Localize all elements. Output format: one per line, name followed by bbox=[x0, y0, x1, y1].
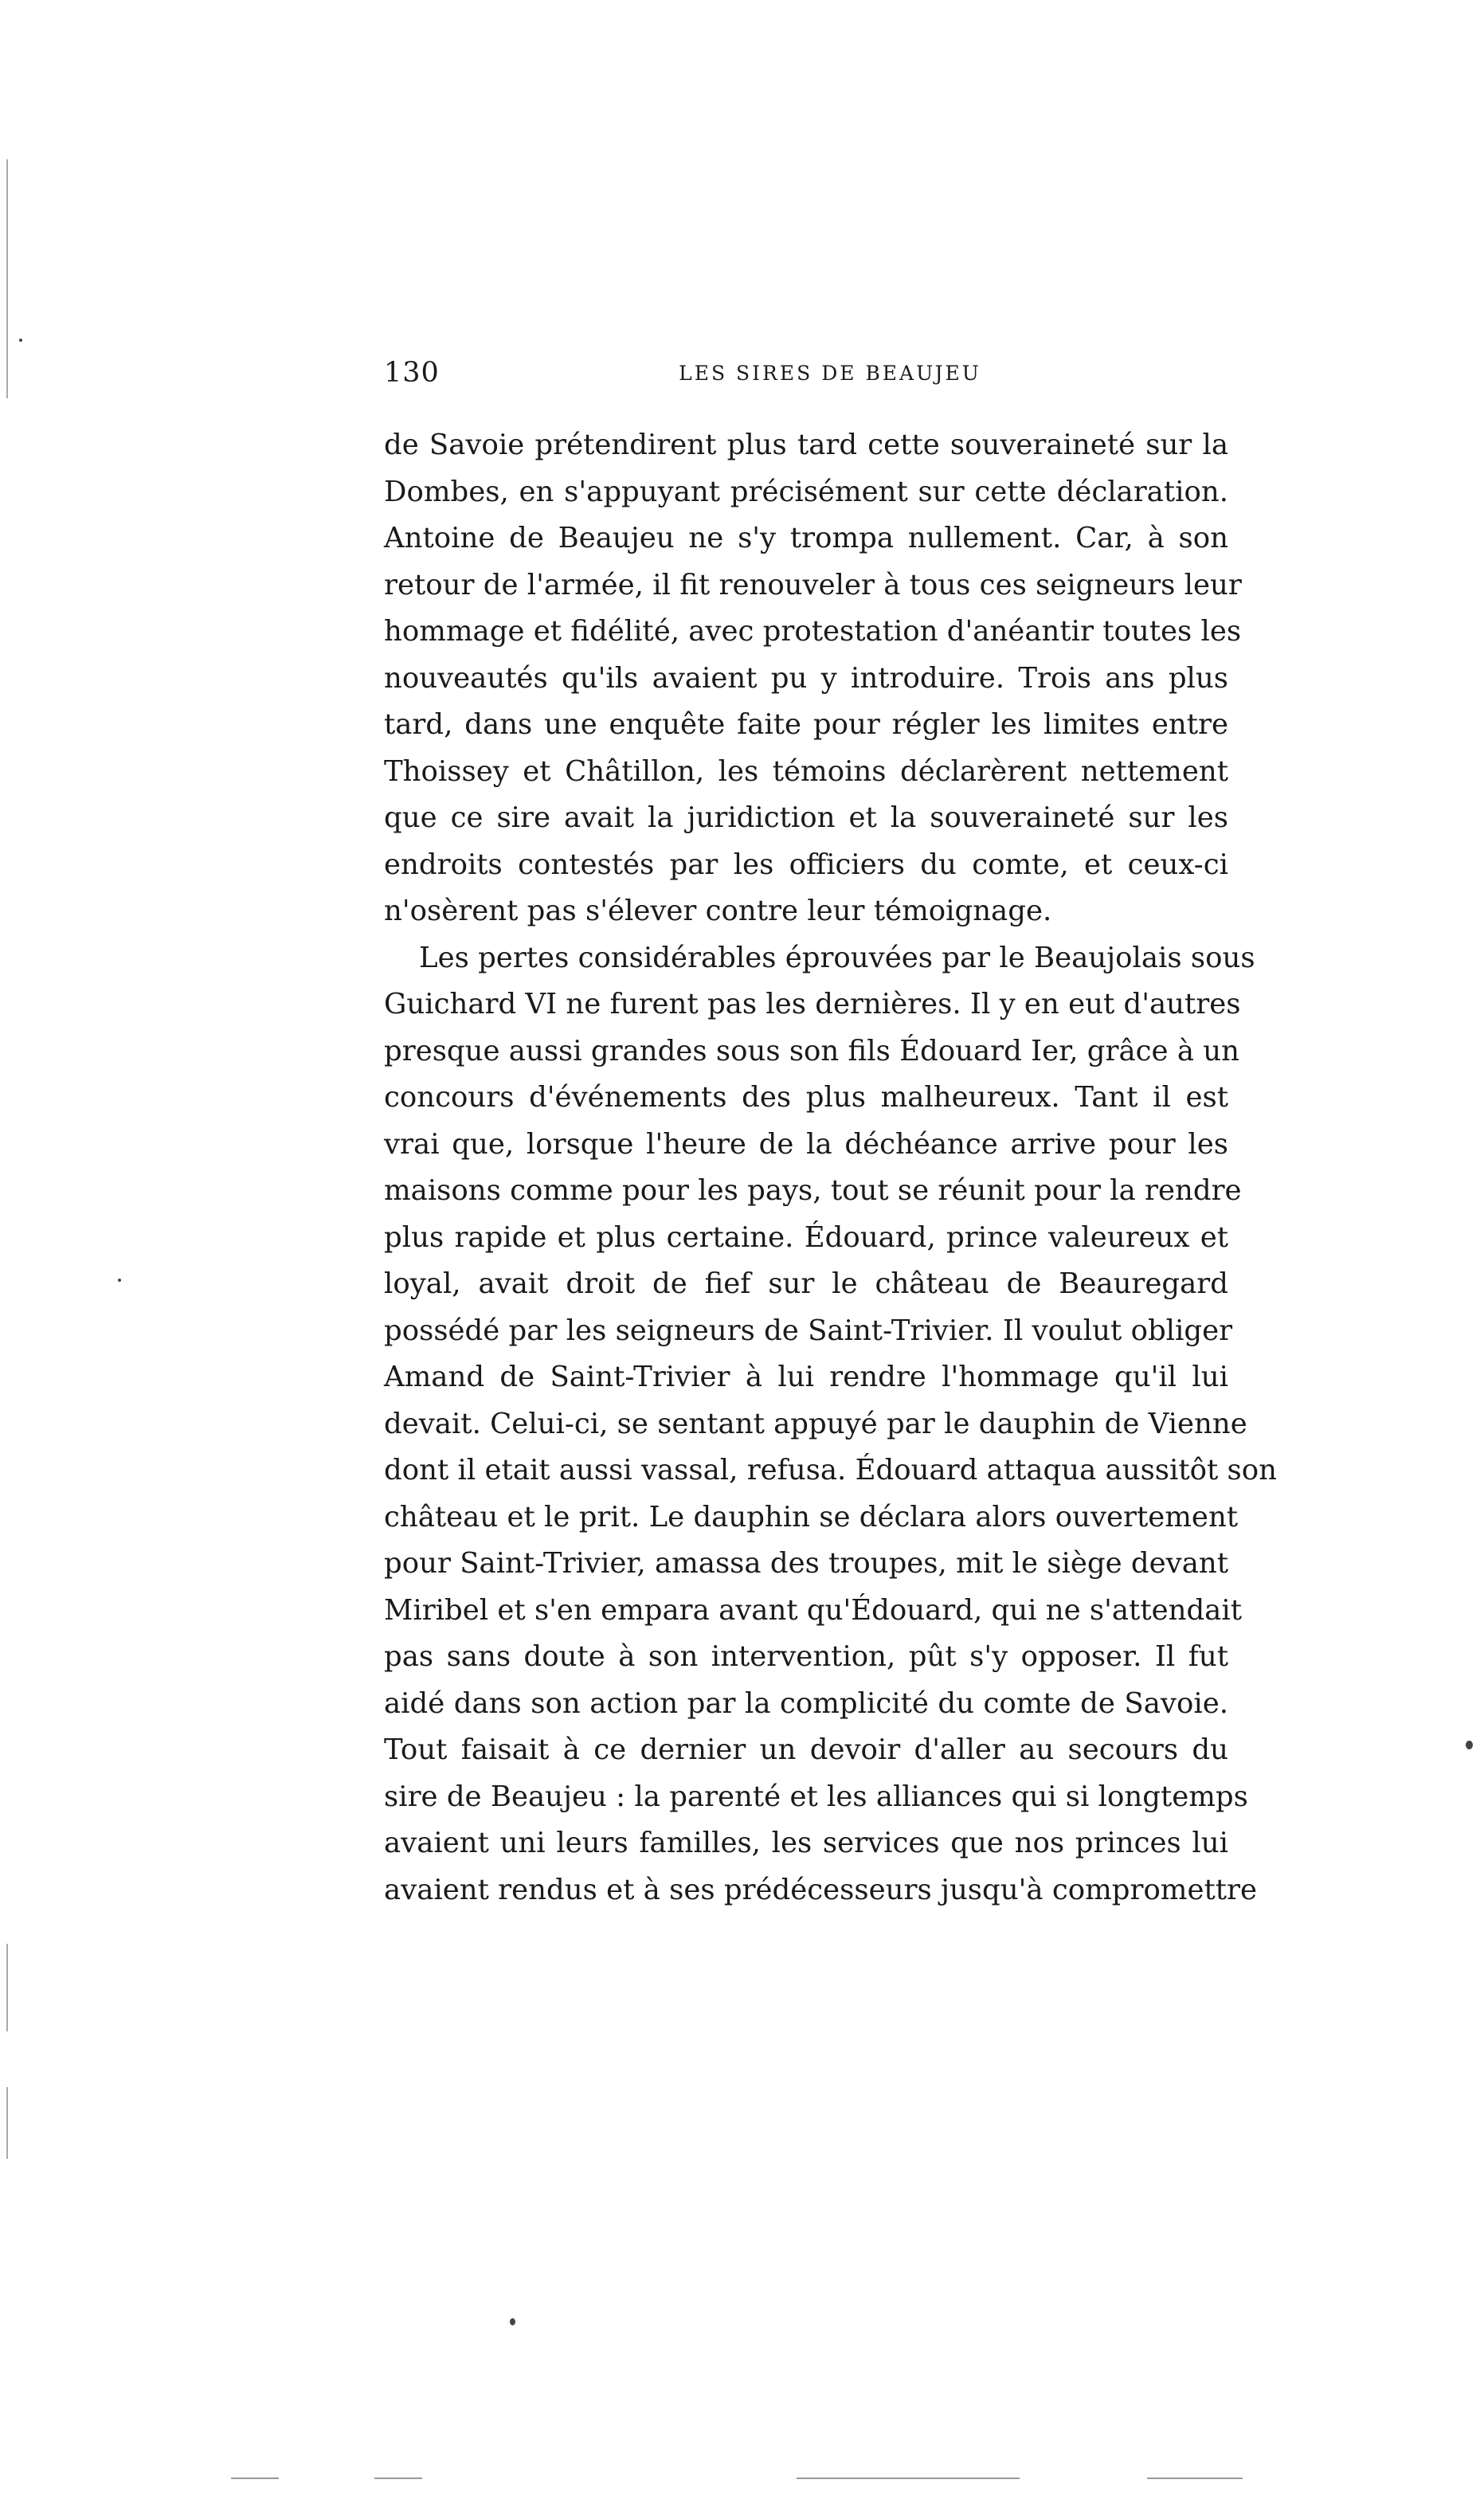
ink-speck bbox=[510, 2318, 515, 2325]
text-line: château et le prit. Le dauphin se déclara alors ouvertement bbox=[384, 1500, 1239, 1534]
text-line: loyal, avait droit de fief sur le château de Beauregard bbox=[384, 1267, 1228, 1300]
text-line: possédé par les seigneurs de Saint-Trivier. Il voulut obliger bbox=[384, 1314, 1233, 1347]
text-line: de Savoie prétendirent plus tard cette souveraineté sur la bbox=[384, 429, 1228, 461]
text-line: Guichard VI ne furent pas les dernières. Il y en eut d'autres bbox=[384, 988, 1241, 1020]
text-line: Antoine de Beaujeu ne s'y trompa nullement. Car, à son bbox=[384, 522, 1228, 554]
text-line: endroits contestés par les officiers du comte, et ceux-ci bbox=[384, 848, 1228, 881]
page-header bbox=[384, 357, 1228, 397]
text-line: aidé dans son action par la complicité du comte de Savoie. bbox=[384, 1686, 1228, 1720]
scan-bottom-rule bbox=[1147, 2478, 1243, 2479]
text-line: concours d'événements des plus malheureux. Tant il est bbox=[384, 1081, 1228, 1114]
scan-bottom-rule bbox=[900, 2478, 1020, 2479]
scan-bottom-rule bbox=[231, 2478, 279, 2479]
scan-edge-mark bbox=[6, 2087, 8, 2159]
text-line: Miribel et s'en empara avant qu'Édouard, qui ne s'attendait bbox=[384, 1593, 1242, 1627]
text-line: dont il etait aussi vassal, refusa. Édouard attaqua aussitôt son bbox=[384, 1454, 1278, 1487]
text-line: Amand de Saint-Trivier à lui rendre l'hommage qu'il lui bbox=[384, 1361, 1228, 1393]
text-line: sire de Beaujeu : la parenté et les alliances qui si longtemps bbox=[384, 1780, 1248, 1813]
text-line: maisons comme pour les pays, tout se réunit pour la rendre bbox=[384, 1174, 1242, 1207]
ink-speck bbox=[19, 339, 22, 342]
text-line: Dombes, en s'appuyant précisément sur cette déclaration. bbox=[384, 475, 1228, 508]
scan-edge-mark bbox=[6, 159, 8, 398]
text-line: retour de l'armée, il fit renouveler à tous ces seigneurs leur bbox=[384, 568, 1242, 601]
ink-speck bbox=[118, 1279, 121, 1282]
text-line: vrai que, lorsque l'heure de la déchéance arrive pour les bbox=[384, 1127, 1228, 1161]
paragraph bbox=[384, 422, 1242, 935]
text-line: Thoissey et Châtillon, les témoins déclarèrent nettement bbox=[384, 754, 1228, 788]
text-line: Tout faisait à ce dernier un devoir d'aller au secours du bbox=[384, 1733, 1228, 1766]
text-line: avaient uni leurs familles, les services que nos princes lui bbox=[384, 1827, 1228, 1859]
running-title: LES SIRES DE BEAUJEU bbox=[679, 362, 981, 385]
page-number: 130 bbox=[384, 357, 440, 389]
text-line: plus rapide et plus certaine. Édouard, prince valeureux et bbox=[384, 1220, 1228, 1254]
scan-bottom-rule bbox=[797, 2478, 900, 2479]
text-line: pour Saint-Trivier, amassa des troupes, mit le siège devant bbox=[384, 1547, 1228, 1580]
text-line: presque aussi grandes sous son fils Édouard Ier, grâce à un bbox=[384, 1034, 1239, 1067]
text-line: hommage et fidélité, avec protestation d'anéantir toutes les bbox=[384, 615, 1242, 648]
scan-bottom-rule bbox=[374, 2478, 422, 2479]
text-line: n'osèrent pas s'élever contre leur témoignage. bbox=[384, 895, 1052, 927]
body-text bbox=[384, 422, 1278, 1913]
text-line: nouveautés qu'ils avaient pu y introduire. Trois ans plus bbox=[384, 661, 1228, 695]
scan-edge-mark bbox=[6, 1944, 8, 2031]
paragraph bbox=[384, 935, 1278, 1914]
ink-speck bbox=[1466, 1741, 1473, 1749]
text-line: que ce sire avait la juridiction et la souveraineté sur les bbox=[384, 801, 1228, 834]
text-line: devait. Celui-ci, se sentant appuyé par le dauphin de Vienne bbox=[384, 1407, 1247, 1440]
text-line: tard, dans une enquête faite pour régler les limites entre bbox=[384, 708, 1228, 741]
text-line: Les pertes considérables éprouvées par le Beaujolais sous bbox=[419, 941, 1255, 974]
text-line: pas sans doute à son intervention, pût s'y opposer. Il fut bbox=[384, 1640, 1228, 1673]
text-line: avaient rendus et à ses prédécesseurs jusqu'à compromettre bbox=[384, 1873, 1257, 1906]
